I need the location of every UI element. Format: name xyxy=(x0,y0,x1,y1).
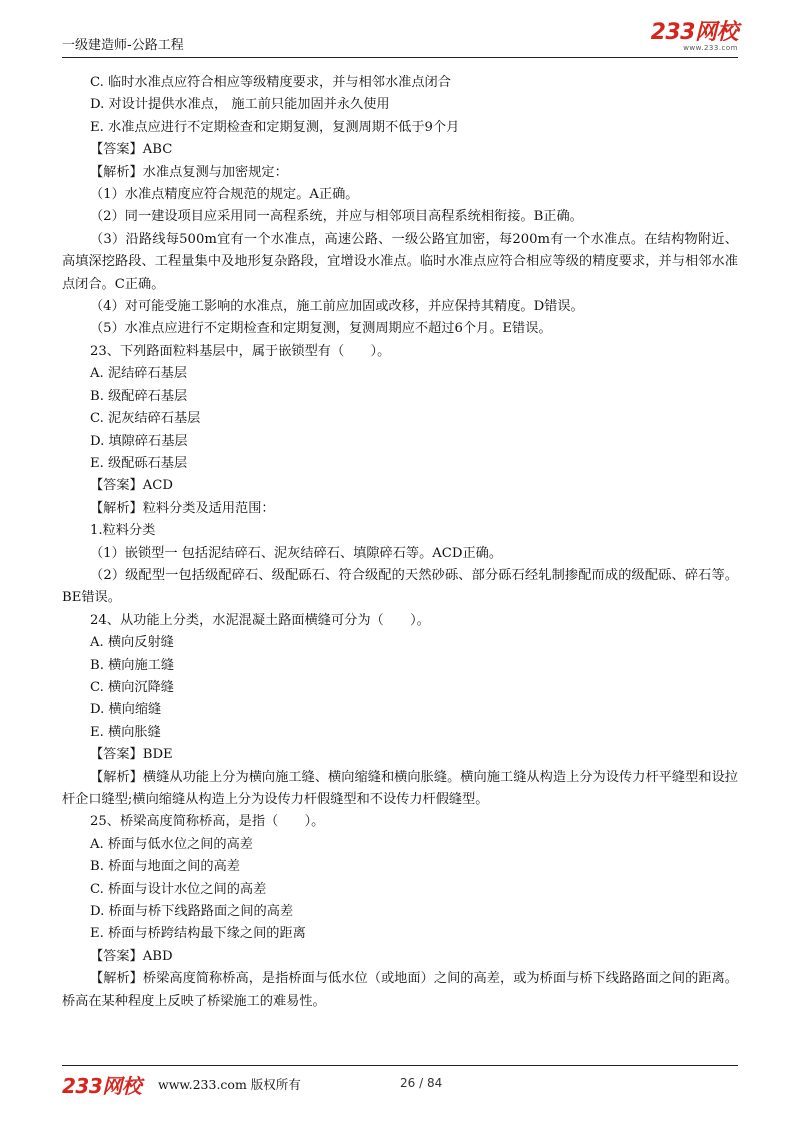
analysis-paragraph: （2）级配型一包括级配碎石、级配砾石、符合级配的天然砂砾、部分砾石经轧制掺配而成的级配砾、碎石等。BE错误。 xyxy=(62,567,738,606)
analysis-line: 【解析】水准点复测与加密规定： xyxy=(90,164,288,180)
option-line: A. 泥结碎石基层 xyxy=(90,366,188,382)
option-line: B. 横向施工缝 xyxy=(90,657,175,673)
document-title: 一级建造师-公路工程 xyxy=(62,38,184,53)
option-line: E. 水准点应进行不定期检查和定期复测，复测周期不低于9个月 xyxy=(90,119,460,135)
option-line: D. 横向缩缝 xyxy=(90,702,162,718)
option-line: C. 横向沉降缝 xyxy=(90,679,174,695)
question-line: 25、桥梁高度简称桥高，是指（ ）。 xyxy=(90,814,325,830)
answer-line: 【答案】BDE xyxy=(90,747,173,763)
answer-line: 【答案】ABD xyxy=(90,948,173,964)
option-line: E. 横向胀缝 xyxy=(90,724,161,740)
brand-logo xyxy=(651,22,738,53)
page-number: 26 / 84 xyxy=(400,1076,443,1090)
answer-line: 【答案】ABC xyxy=(90,142,173,158)
footer-divider xyxy=(62,1065,738,1066)
option-line: A. 桥面与低水位之间的高差 xyxy=(90,836,253,852)
option-line: C. 泥灰结碎石基层 xyxy=(90,411,201,427)
option-line: B. 桥面与地面之间的高差 xyxy=(90,859,240,875)
option-line: D. 对设计提供水准点， 施工前只能加固并永久使用 xyxy=(90,97,390,113)
option-line: D. 填隙碎石基层 xyxy=(90,433,188,449)
analysis-paragraph: 【解析】桥梁高度简称桥高，是指桥面与低水位（或地面）之间的高差，或为桥面与桥下线路路面之间的距离。桥高在某种程度上反映了桥梁施工的难易性。 xyxy=(62,971,738,1009)
option-line: C. 桥面与设计水位之间的高差 xyxy=(90,881,267,897)
copyright-text: www.233.com 版权所有 xyxy=(158,1077,301,1092)
analysis-line: （1）水准点精度应符合规范的规定。A正确。 xyxy=(90,187,359,203)
option-line: D. 桥面与桥下线路路面之间的高差 xyxy=(90,904,294,920)
footer-logo: 233网校 xyxy=(62,1074,142,1098)
header-divider xyxy=(62,57,738,58)
question-line: 24、从功能上分类，水泥混凝土路面横缝可分为（ ）。 xyxy=(90,612,430,628)
document-body xyxy=(62,72,738,1013)
analysis-paragraph: （3）沿路线每500m宜有一个水准点，高速公路、一级公路宜加密，每200m有一个水准点。在结构物附近、高填深挖路段、工程量集中及地形复杂路段，宜增设水准点。临时水准点应符合相应等级的精度要求，并与相邻水准点闭合。C正确。 xyxy=(62,231,738,292)
option-line: E. 级配砾石基层 xyxy=(90,455,188,471)
page-footer xyxy=(62,1068,738,1096)
analysis-paragraph: 【解析】横缝从功能上分为横向施工缝、横向缩缝和横向胀缝。横向施工缝从构造上分为设传力杆平缝型和设拉杆企口缝型;横向缩缝从构造上分为设传力杆假缝型和不设传力杆假缝型。 xyxy=(62,769,738,807)
analysis-line: 【解析】粒料分类及适用范围： xyxy=(90,500,275,516)
logo-url: www.233.com xyxy=(683,44,738,52)
option-line: A. 横向反射缝 xyxy=(90,635,174,651)
answer-line: 【答案】ACD xyxy=(90,478,173,494)
analysis-line: 1.粒料分类 xyxy=(90,523,156,539)
question-line: 23、下列路面粒料基层中，属于嵌锁型有（ ）。 xyxy=(90,343,391,359)
analysis-line: （4）对可能受施工影响的水准点，施工前应加固或改移，并应保持其精度。D错误。 xyxy=(90,299,584,315)
analysis-line: （5）水准点应进行不定期检查和定期复测，复测周期应不超过6个月。E错误。 xyxy=(90,321,552,337)
analysis-line: （2）同一建设项目应采用同一高程系统，并应与相邻项目高程系统相衔接。B正确。 xyxy=(90,209,583,225)
page-header xyxy=(62,22,738,56)
option-line: B. 级配碎石基层 xyxy=(90,388,188,404)
option-line: C. 临时水准点应符合相应等级精度要求，并与相邻水准点闭合 xyxy=(90,75,451,90)
analysis-line: （1）嵌锁型一 包括泥结碎石、泥灰结碎石、填隙碎石等。ACD正确。 xyxy=(90,545,503,561)
logo-text: 233网校 xyxy=(650,20,738,45)
option-line: E. 桥面与桥跨结构最下缘之间的距离 xyxy=(90,926,306,942)
